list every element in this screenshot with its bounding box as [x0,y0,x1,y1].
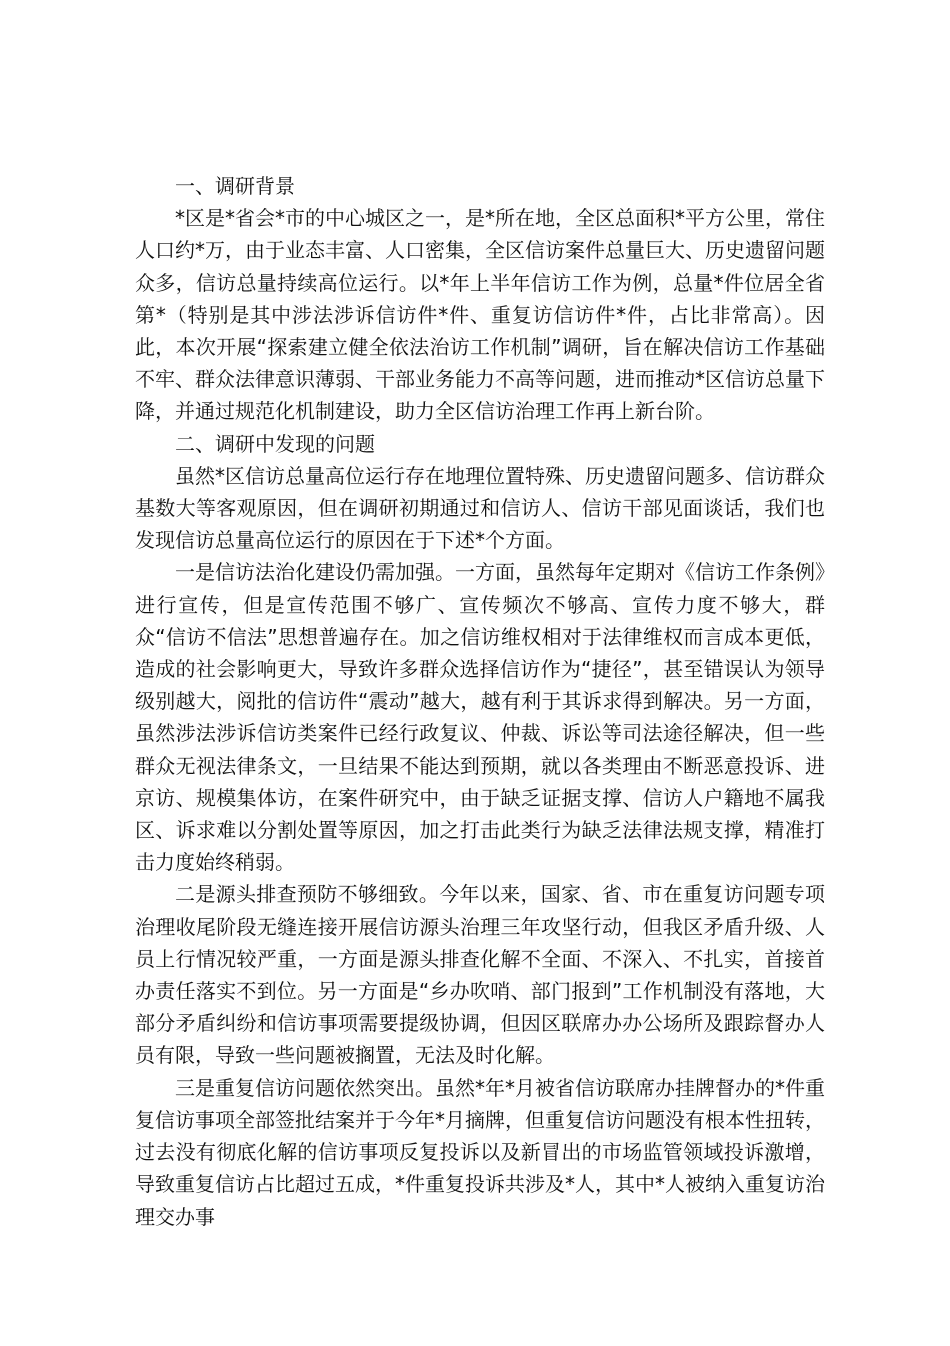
paragraph-problem-three: 三是重复信访问题依然突出。虽然*年*月被省信访联席办挂牌督办的*件重复信访事项全部签批结案并于今年*月摘牌，但重复信访问题没有根本性扭转，过去没有彻底化解的信访事项反复投诉以及新冒出的市场监管领域投诉激增，导致重复信访占比超过五成，*件重复投诉共涉及*人，其中*人被纳入重复访治理交办事 [135,1075,825,1229]
paragraph-background: *区是*省会*市的中心城区之一，是*所在地，全区总面积*平方公里，常住人口约*万，由于业态丰富、人口密集，全区信访案件总量巨大、历史遗留问题众多，信访总量持续高位运行。以*年上半年信访工作为例，总量*件位居全省第*（特别是其中涉法涉诉信访件*件、重复访信访件*件，占比非常高）。因此，本次开展“探索建立健全依法治访工作机制”调研，旨在解决信访工作基础不牢、群众法律意识薄弱、干部业务能力不高等问题，进而推动*区信访总量下降，并通过规范化机制建设，助力全区信访治理工作再上新台阶。 [135,206,825,424]
paragraph-problem-one: 一是信访法治化建设仍需加强。一方面，虽然每年定期对《信访工作条例》进行宣传，但是宣传范围不够广、宣传频次不够高、宣传力度不够大，群众“信访不信法”思想普遍存在。加之信访维权相对于法律维权而言成本更低，造成的社会影响更大，导致许多群众选择信访作为“捷径”，甚至错误认为领导级别越大，阅批的信访件“震动”越大，越有利于其诉求得到解决。另一方面，虽然涉法涉诉信访类案件已经行政复议、仲裁、诉讼等司法途径解决，但一些群众无视法律条文，一旦结果不能达到预期，就以各类理由不断恶意投诉、进京访、规模集体访，在案件研究中，由于缺乏证据支撑、信访人户籍地不属我区、诉求难以分割处置等原因，加之打击此类行为缺乏法律法规支撑，精准打击力度始终稍弱。 [135,560,825,875]
section-heading-problems: 二、调研中发现的问题 [175,431,375,456]
section-heading-background: 一、调研背景 [175,174,295,198]
paragraph-problems-intro: 虽然*区信访总量高位运行存在地理位置特殊、历史遗留问题多、信访群众基数大等客观原因，但在调研初期通过和信访人、信访干部见面谈话，我们也发现信访总量高位运行的原因在于下述*个方面。 [135,463,825,553]
document-body [135,170,825,1233]
paragraph-problem-two: 二是源头排查预防不够细致。今年以来，国家、省、市在重复访问题专项治理收尾阶段无缝连接开展信访源头治理三年攻坚行动，但我区矛盾升级、人员上行情况较严重，一方面是源头排查化解不全面、不深入、不扎实，首接首办责任落实不到位。另一方面是“乡办吹哨、部门报到”工作机制没有落地，大部分矛盾纠纷和信访事项需要提级协调，但因区联席办办公场所及跟踪督办人员有限，导致一些问题被搁置，无法及时化解。 [135,882,825,1068]
